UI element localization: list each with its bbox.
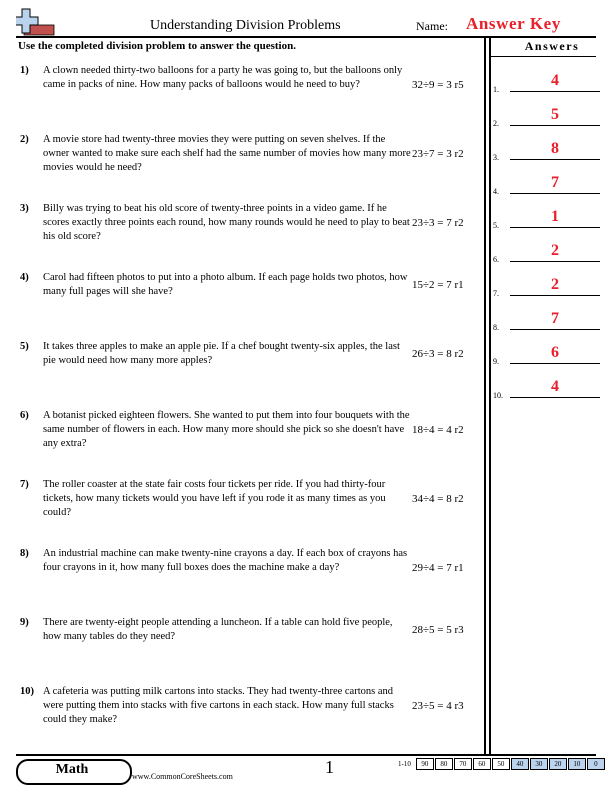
problem-number: 6) (20, 410, 29, 421)
answer-value: 2 (551, 242, 559, 259)
problem-10 (18, 685, 478, 741)
page-title: Understanding Division Problems (150, 18, 341, 33)
answer-line (510, 261, 600, 262)
score-cell: 80 (435, 758, 453, 770)
problem-text: Billy was trying to beat his old score of twenty-three points in a video game. If he scores exactly three points each round, how many rounds would he need to play to beat his old score? (43, 203, 410, 242)
footer-divider (16, 754, 596, 756)
problem-calculation: 34÷4 = 8 r2 (412, 493, 464, 505)
answer-number: 3. (493, 153, 499, 162)
answer-row-3 (493, 130, 605, 160)
problem-number: 1) (20, 65, 29, 76)
problem-number: 2) (20, 134, 29, 145)
answer-line (510, 159, 600, 160)
score-cell: 70 (454, 758, 472, 770)
answer-line (510, 295, 600, 296)
problem-number: 10) (20, 686, 34, 697)
answer-value: 8 (551, 140, 559, 157)
answer-row-9 (493, 334, 605, 364)
problem-calculation: 18÷4 = 4 r2 (412, 424, 464, 436)
instructions: Use the completed division problem to answer the question. (18, 40, 296, 52)
problem-text: The roller coaster at the state fair costs four tickets per ride. If you had thirty-four tickets, how many tickets would you have left if you rode it as many times as you could? (43, 479, 386, 518)
score-cell: 60 (473, 758, 491, 770)
problem-calculation: 23÷3 = 7 r2 (412, 217, 464, 229)
answer-row-2 (493, 96, 605, 126)
problem-calculation: 15÷2 = 7 r1 (412, 279, 464, 291)
answer-number: 2. (493, 119, 499, 128)
answer-row-10 (493, 368, 605, 398)
answer-number: 8. (493, 323, 499, 332)
answers-column-divider-inner (489, 36, 491, 754)
score-cell: 40 (511, 758, 529, 770)
answer-row-5 (493, 198, 605, 228)
problem-4 (18, 271, 478, 327)
answer-value: 4 (551, 378, 559, 395)
answer-number: 10. (493, 391, 503, 400)
answer-value: 5 (551, 106, 559, 123)
site-url: www.CommonCoreSheets.com (132, 772, 233, 781)
problem-calculation: 32÷9 = 3 r5 (412, 79, 464, 91)
subject-badge: Math (55, 762, 89, 777)
problem-7 (18, 478, 478, 534)
score-cell: 90 (416, 758, 434, 770)
answers-column-divider-outer (484, 36, 486, 754)
score-table (398, 758, 605, 770)
answer-line (510, 125, 600, 126)
problem-number: 3) (20, 203, 29, 214)
answer-line (510, 397, 600, 398)
score-cell: 0 (587, 758, 605, 770)
answers-title-underline (490, 56, 596, 57)
answer-line (510, 363, 600, 364)
answers-title: Answers (524, 39, 580, 53)
score-cell: 30 (530, 758, 548, 770)
answer-value: 1 (551, 208, 559, 225)
problem-text: A botanist picked eighteen flowers. She wanted to put them into four bouquets with the same number of flowers in each. How many more should she pick so she doesn't have any extra? (43, 410, 410, 449)
problem-number: 7) (20, 479, 29, 490)
problem-text: A movie store had twenty-three movies they were putting on seven shelves. If the owner wanted to make sure each shelf had the same number of movies how many more movies would he need? (43, 134, 411, 173)
problem-calculation: 28÷5 = 5 r3 (412, 624, 464, 636)
answer-line (510, 329, 600, 330)
problem-text: A clown needed thirty-two balloons for a party he was going to, but the balloons only came in packs of nine. How many packs of balloons would he need to buy? (43, 65, 403, 90)
answer-value: 6 (551, 344, 559, 361)
problem-text: An industrial machine can make twenty-nine crayons a day. If each box of crayons has four crayons in it, how many full boxes does the machine make a day? (43, 548, 408, 573)
answer-value: 2 (551, 276, 559, 293)
problem-text: Carol had fifteen photos to put into a photo album. If each page holds two photos, how many full pages will she have? (43, 272, 408, 297)
problem-calculation: 23÷7 = 3 r2 (412, 148, 464, 160)
header-divider (16, 36, 596, 38)
problem-calculation: 26÷3 = 8 r2 (412, 348, 464, 360)
answer-line (510, 193, 600, 194)
answer-key-label: Answer Key (466, 14, 561, 33)
problem-6 (18, 409, 478, 465)
problem-2 (18, 133, 478, 189)
problem-1 (18, 64, 478, 120)
problem-8 (18, 547, 478, 603)
problem-text: A cafeteria was putting milk cartons into stacks. They had twenty-three cartons and were putting them into stacks with five cartons in each stack. How many full stacks could they make? (43, 686, 394, 725)
plus-with-bar-logo-icon (16, 8, 60, 38)
score-cell: 20 (549, 758, 567, 770)
answer-row-1 (493, 62, 605, 92)
problem-number: 9) (20, 617, 29, 628)
problem-calculation: 23÷5 = 4 r3 (412, 700, 464, 712)
problem-number: 8) (20, 548, 29, 559)
score-range-label: 1-10 (398, 760, 411, 768)
answer-number: 9. (493, 357, 499, 366)
problem-calculation: 29÷4 = 7 r1 (412, 562, 464, 574)
answer-value: 4 (551, 72, 559, 89)
answer-number: 4. (493, 187, 499, 196)
answer-row-8 (493, 300, 605, 330)
page-number: 1 (325, 757, 334, 777)
answer-value: 7 (551, 310, 559, 327)
problem-number: 5) (20, 341, 29, 352)
problem-5 (18, 340, 478, 396)
answer-line (510, 91, 600, 92)
problem-text: There are twenty-eight people attending a luncheon. If a table can hold five people, how many tables do they need? (43, 617, 393, 642)
answer-number: 1. (493, 85, 499, 94)
answer-row-6 (493, 232, 605, 262)
problem-3 (18, 202, 478, 258)
answer-row-4 (493, 164, 605, 194)
problem-text: It takes three apples to make an apple pie. If a chef bought twenty-six apples, the last pie would need how many more apples? (43, 341, 400, 366)
problem-9 (18, 616, 478, 672)
answer-number: 5. (493, 221, 499, 230)
answer-value: 7 (551, 174, 559, 191)
answer-number: 6. (493, 255, 499, 264)
score-cell: 50 (492, 758, 510, 770)
problem-number: 4) (20, 272, 29, 283)
name-label: Name: (416, 19, 448, 33)
answer-row-7 (493, 266, 605, 296)
answer-number: 7. (493, 289, 499, 298)
score-cell: 10 (568, 758, 586, 770)
answer-line (510, 227, 600, 228)
